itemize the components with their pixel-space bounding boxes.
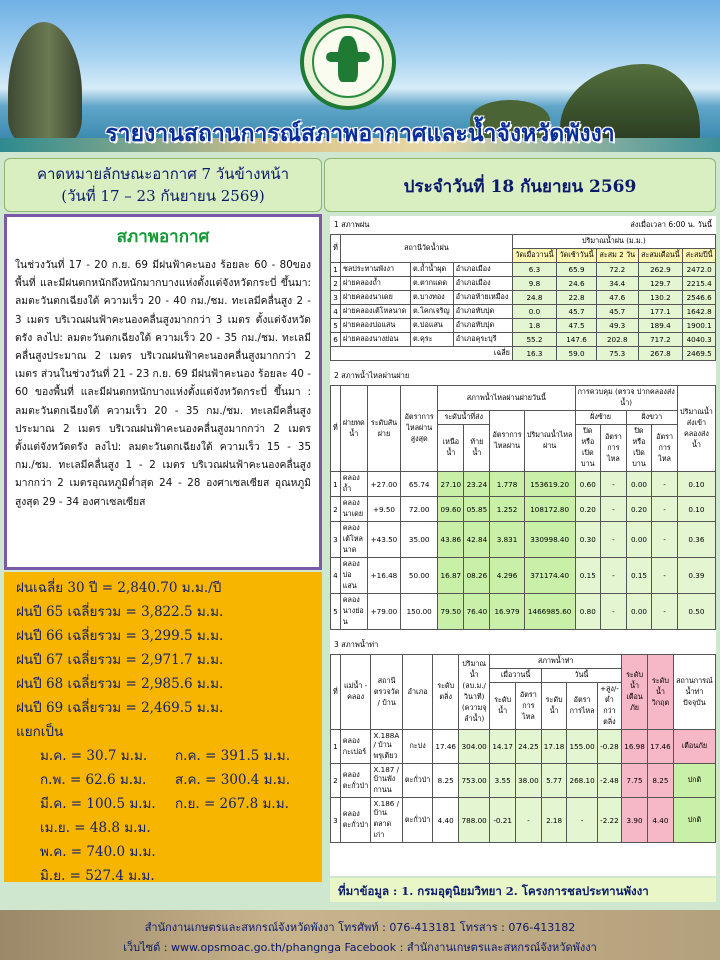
table-cell: 47.5 bbox=[557, 319, 597, 333]
month-value: พ.ค. = 740.0 ม.ม. bbox=[40, 844, 156, 860]
table-cell: 4 bbox=[331, 558, 341, 594]
weir-col-upstream: เหนือน้ำ bbox=[438, 425, 464, 472]
table-cell: 08.26 bbox=[464, 558, 490, 594]
rain-avg-30y: ฝนเฉลี่ย 30 ปี = 2,840.70 ม.ม./ปี bbox=[16, 580, 222, 596]
table-cell: - bbox=[567, 798, 597, 843]
table-cell: 4 bbox=[331, 305, 341, 319]
weir-col-rate-r: อัตราการไหล bbox=[652, 425, 678, 472]
month-value: มี.ค. = 100.5 ม.ม. bbox=[40, 796, 156, 812]
table-cell: 150.00 bbox=[401, 594, 438, 630]
st-col-today: วันนี้ bbox=[541, 669, 621, 683]
st-col-river: แม่น้ำ - คลอง bbox=[340, 655, 371, 730]
table-row bbox=[331, 291, 716, 305]
weather-title: สภาพอากาศ bbox=[116, 227, 210, 247]
table-cell: 304.00 bbox=[459, 730, 490, 764]
table-cell: +16.48 bbox=[367, 558, 400, 594]
table-cell: 268.10 bbox=[567, 764, 597, 798]
month-value: ก.ค. = 391.5 ม.ม. bbox=[175, 748, 291, 764]
table-cell: คลองเต้โหลนาด bbox=[340, 522, 367, 558]
table-cell: 4.40 bbox=[648, 798, 674, 843]
table-cell: 47.6 bbox=[597, 291, 639, 305]
table-cell: 0.30 bbox=[575, 522, 601, 558]
header-banner bbox=[0, 0, 720, 152]
table-cell: 0.00 bbox=[626, 472, 652, 497]
table-cell: 4.40 bbox=[433, 798, 459, 843]
table-cell: 43.86 bbox=[438, 522, 464, 558]
table-cell: 147.6 bbox=[557, 333, 597, 347]
table-cell: 267.8 bbox=[638, 347, 683, 361]
table-cell: 24.8 bbox=[512, 291, 556, 305]
table-cell: ต.ถ้ำน้ำผุด bbox=[411, 263, 454, 277]
table-cell: 1.252 bbox=[490, 497, 525, 522]
month-value bbox=[175, 816, 310, 840]
st-col-critical: ระดับน้ำวิกฤต bbox=[648, 655, 674, 730]
table-cell: 1642.8 bbox=[683, 305, 716, 319]
table-row bbox=[331, 730, 716, 764]
forecast-line2: (วันที่ 17 – 23 กันยายน 2569) bbox=[61, 187, 265, 205]
station-table-title: 3 สภาพน้ำท่า bbox=[334, 640, 379, 649]
rain-breakdown-label: แยกเป็น bbox=[16, 724, 64, 740]
col-year: สะสมปีนี้ bbox=[683, 249, 716, 263]
table-cell: 2472.0 bbox=[683, 263, 716, 277]
table-cell: - bbox=[601, 497, 627, 522]
month-row bbox=[40, 768, 310, 792]
table-cell: 45.7 bbox=[597, 305, 639, 319]
table-cell: 0.00 bbox=[626, 594, 652, 630]
table-cell: ปกติ bbox=[673, 764, 715, 798]
table-cell: ฝายคลองนาเดย bbox=[341, 291, 411, 305]
col-today: วัดเช้าวันนี้ bbox=[557, 249, 597, 263]
page-title: รายงานสถานการณ์สภาพอากาศและน้ำจังหวัดพังงา bbox=[105, 120, 615, 147]
weir-col-gate-r: ปิดหรือเปิดบาน bbox=[626, 425, 652, 472]
table-cell: 0.60 bbox=[575, 472, 601, 497]
table-row bbox=[331, 798, 716, 843]
table-cell: -0.28 bbox=[597, 730, 621, 764]
table-cell: 17.46 bbox=[433, 730, 459, 764]
table-cell: 0.0 bbox=[512, 305, 556, 319]
table-cell: 24.6 bbox=[557, 277, 597, 291]
table-cell: 16.98 bbox=[622, 730, 648, 764]
footer-contact: สำนักงานเกษตรและสหกรณ์จังหวัดพังงา โทรศัพท์ : 076-413181 โทรสาร : 076-413182 bbox=[144, 921, 576, 934]
month-row bbox=[40, 744, 310, 768]
table-row bbox=[331, 522, 716, 558]
forecast-heading bbox=[4, 158, 322, 212]
table-row bbox=[331, 305, 716, 319]
footer-website: เว็บไซต์ : www.opsmoac.go.th/phangnga Facebook : สำนักงานเกษตรและสหกรณ์จังหวัดพังงา bbox=[123, 941, 597, 954]
table-cell: 6 bbox=[331, 333, 341, 347]
table-cell: 35.00 bbox=[401, 522, 438, 558]
table-row bbox=[331, 558, 716, 594]
month-value bbox=[175, 840, 310, 864]
table-cell: 3.831 bbox=[490, 522, 525, 558]
table-cell: 16.979 bbox=[490, 594, 525, 630]
table-cell: 108172.80 bbox=[524, 497, 575, 522]
table-cell: 2546.6 bbox=[683, 291, 716, 305]
table-cell: +43.50 bbox=[367, 522, 400, 558]
table-cell: 0.36 bbox=[677, 522, 715, 558]
table-cell: - bbox=[601, 558, 627, 594]
weather-text: ในช่วงวันที่ 17 - 20 ก.ย. 69 มีฝนฟ้าคะนอง ร้อยละ 60 - 80ของพื้นที่ และมีฝนตกหนักถึงหนักมากบางแห่งตั้งแต่จังหวัดกระบี่ ขึ้นมา: ลมตะวันตกเฉียงใต้ ความเร็ว 20 - 40 กม./ชม. ทะเลมีคลื่นสูง 2 - 3 เมตร บริเวณฝนฟ้าคะนองคลื่นสูงมากกว่า 3 เมตร ตั้งแต่จังหวัดตรัง ลงไป: ลมตะวันตกเฉียงใต้ ความเร็ว 20 - 35 กม./ชม. ทะเลมีคลื่นสูงประมาณ 2 เมตร บริเวณฝนฟ้าคะนองคลื่นสูงมากกว่า 2 เมตร ส่วนในช่วงวันที่ 21 - 23 ก.ย. 69 มีฝนฟ้าคะนอง ร้อยละ 40 - 60 ของพื้นที่ และมีฝนตกหนักบางแห่งตั้งแต่จังหวัดกระบี่ ขึ้นมา : ลมตะวันตกเฉียงใต้ ความเร็ว 20 - 35 กม./ชม. ทะเลมีคลื่นสูงประมาณ 2 เมตร บริเวณฝนฟ้าคะนองคลื่นสูงมากกว่า 2 เมตร ตั้งแต่จังหวัดตรัง ลงไป: ลมตะวันตกเฉียงใต้ ความเร็ว 15 - 35 กม./ชม. ทะเลมีคลื่นสูง 1 - 2 เมตร บริเวณฝนฟ้าคะนองคลื่นสูงมากกว่า 2 เมตรอุณหภูมิต่ำสุด 24 - 28 องศาเซลเซียส อุณหภูมิสูงสุด 29 - 34 องศาเซลเซียส bbox=[15, 259, 311, 508]
rain-year-67: ฝนปี 67 เฉลี่ยรวม = 2,971.7 ม.ม. bbox=[16, 652, 224, 668]
weir-col-name: ฝายทดน้ำ bbox=[340, 386, 367, 472]
table-cell: 0.00 bbox=[626, 522, 652, 558]
weir-col-canal: ปริมาณน้ำส่งเข้าคลองส่งน้ำ bbox=[677, 386, 715, 472]
station-table bbox=[330, 654, 716, 843]
rain-year-69: ฝนปี 69 เฉลี่ยรวม = 2,469.5 ม.ม. bbox=[16, 700, 224, 716]
table-cell: ต.โคกเจริญ bbox=[411, 305, 454, 319]
table-cell: 9.8 bbox=[512, 277, 556, 291]
table-cell: 2 bbox=[331, 764, 341, 798]
weir-col-downstream: ท้ายน้ำ bbox=[464, 425, 490, 472]
water-data-panel bbox=[330, 216, 716, 876]
table-cell: 788.00 bbox=[459, 798, 490, 843]
table-cell: ต.บางทอง bbox=[411, 291, 454, 305]
weir-col-rate: อัตราการไหลผ่าน bbox=[490, 411, 525, 472]
month-value: ม.ค. = 30.7 ม.ม. bbox=[40, 748, 148, 764]
table-cell: - bbox=[652, 558, 678, 594]
table-cell: 3 bbox=[331, 522, 341, 558]
table-cell: - bbox=[652, 472, 678, 497]
table-cell: อำเภอทับปุด bbox=[453, 305, 512, 319]
table-cell: 0.50 bbox=[677, 594, 715, 630]
weir-col-no: ที่ bbox=[331, 386, 341, 472]
table-cell: 34.4 bbox=[597, 277, 639, 291]
table-cell: กะปง bbox=[402, 730, 433, 764]
table-cell: - bbox=[601, 522, 627, 558]
st-col-capacity: ปริมาณน้ำ (ลบ.ม./วินาที) (ความจุลำน้ำ) bbox=[459, 655, 490, 730]
table-cell: - bbox=[515, 798, 541, 843]
weir-col-right: ฝั่งขวา bbox=[626, 411, 677, 425]
table-cell: อำเภอทับปุด bbox=[453, 319, 512, 333]
table-cell: 38.00 bbox=[515, 764, 541, 798]
table-cell: 1.8 bbox=[512, 319, 556, 333]
table-cell: 1 bbox=[331, 730, 341, 764]
table-cell: 8.25 bbox=[648, 764, 674, 798]
table-cell: ตะกั่วป่า bbox=[402, 798, 433, 843]
st-col-status: สภาพน้ำท่า bbox=[490, 655, 622, 669]
table-cell: 2 bbox=[331, 277, 341, 291]
table-cell: อำเภอเมือง bbox=[453, 277, 512, 291]
weir-col-rate-l: อัตราการไหล bbox=[601, 425, 627, 472]
st-col-bank: ระดับตลิ่ง bbox=[433, 655, 459, 730]
table-cell: 14.17 bbox=[490, 730, 516, 764]
table-cell: ปกติ bbox=[673, 798, 715, 843]
st-col-no: ที่ bbox=[331, 655, 341, 730]
table-cell: - bbox=[601, 594, 627, 630]
table-cell: 6.3 bbox=[512, 263, 556, 277]
table-cell: - bbox=[652, 497, 678, 522]
weir-col-flow-today: สภาพน้ำไหลผ่านฝายวันนี้ bbox=[438, 386, 575, 411]
col-station: สถานีวัดน้ำฝน bbox=[341, 235, 513, 263]
table-cell: 0.10 bbox=[677, 472, 715, 497]
table-cell: 42.84 bbox=[464, 522, 490, 558]
month-value: ก.พ. = 62.6 ม.ม. bbox=[40, 772, 147, 788]
table-cell: 17.46 bbox=[648, 730, 674, 764]
table-row bbox=[331, 319, 716, 333]
table-cell: คลองตะกั่วป่า bbox=[340, 764, 371, 798]
table-cell: 0.15 bbox=[575, 558, 601, 594]
col-month: สะสมเดือนนี้ bbox=[638, 249, 683, 263]
table-cell: 23.24 bbox=[464, 472, 490, 497]
table-cell: 3.55 bbox=[490, 764, 516, 798]
table-cell: ต.ตากแดด bbox=[411, 277, 454, 291]
table-cell: -2.22 bbox=[597, 798, 621, 843]
table-cell: 2469.5 bbox=[683, 347, 716, 361]
monthly-rainfall bbox=[16, 744, 310, 888]
weir-col-level: ระดับน้ำที่ส่ง bbox=[438, 411, 490, 425]
table-cell: 717.2 bbox=[638, 333, 683, 347]
data-source: ที่มาข้อมูล : 1. กรมอุตุนิยมวิทยา 2. โครงการชลประทานพังงา bbox=[330, 878, 716, 902]
table-cell: 59.0 bbox=[557, 347, 597, 361]
month-row bbox=[40, 792, 310, 816]
table-cell: 72.2 bbox=[597, 263, 639, 277]
table-cell: 5.77 bbox=[541, 764, 567, 798]
table-cell: 2 bbox=[331, 497, 341, 522]
table-cell: 7.75 bbox=[622, 764, 648, 798]
table-cell: 3 bbox=[331, 798, 341, 843]
table-row-avg bbox=[331, 347, 716, 361]
month-value bbox=[175, 864, 310, 888]
month-row bbox=[40, 864, 310, 888]
table-cell: 0.20 bbox=[575, 497, 601, 522]
table-cell: X.188A / บ้านพรุเตียว bbox=[371, 730, 402, 764]
table-cell: 05.85 bbox=[464, 497, 490, 522]
table-cell: +27.00 bbox=[367, 472, 400, 497]
table-cell: 0.10 bbox=[677, 497, 715, 522]
table-cell: 8.25 bbox=[433, 764, 459, 798]
table-cell: 5 bbox=[331, 319, 341, 333]
table-row bbox=[331, 594, 716, 630]
st-col-district: อำเภอ bbox=[402, 655, 433, 730]
st-col-level-y: ระดับน้ำ bbox=[490, 683, 516, 730]
table-cell: ฝายคลองเต้โหลนาด bbox=[341, 305, 411, 319]
table-cell: อำเภอท้ายเหมือง bbox=[453, 291, 512, 305]
table-cell: 4040.3 bbox=[683, 333, 716, 347]
table-cell: 130.2 bbox=[638, 291, 683, 305]
table-cell: 1900.1 bbox=[683, 319, 716, 333]
table-cell: คลองถ้ำ bbox=[340, 472, 367, 497]
st-col-rate-t: อัตราการไหล bbox=[567, 683, 597, 730]
table-cell: -2.48 bbox=[597, 764, 621, 798]
col-2day: สะสม 2 วัน bbox=[597, 249, 639, 263]
table-cell: - bbox=[652, 522, 678, 558]
table-cell: 76.40 bbox=[464, 594, 490, 630]
table-cell: 0.39 bbox=[677, 558, 715, 594]
rain-table-title: 1 สภาพฝน bbox=[334, 220, 370, 229]
rain-year-65: ฝนปี 65 เฉลี่ยรวม = 3,822.5 ม.ม. bbox=[16, 604, 224, 620]
rain-table-time: ส่งเมื่อเวลา 6:00 น. วันนี้ bbox=[630, 220, 712, 229]
st-col-situation: สถานการณ์น้ำท่าปัจจุบัน bbox=[673, 655, 715, 730]
table-cell: - bbox=[601, 472, 627, 497]
col-yesterday: วัดเมื่อวานนี้ bbox=[512, 249, 556, 263]
col-no: ที่ bbox=[331, 235, 341, 263]
rain-table bbox=[330, 234, 716, 361]
table-cell: 0.20 bbox=[626, 497, 652, 522]
table-cell: 75.3 bbox=[597, 347, 639, 361]
table-cell: 189.4 bbox=[638, 319, 683, 333]
table-cell: อำเภอคุระบุรี bbox=[453, 333, 512, 347]
weir-col-left: ฝั่งซ้าย bbox=[575, 411, 626, 425]
st-col-yesterday: เมื่อวานนี้ bbox=[490, 669, 541, 683]
rain-year-66: ฝนปี 66 เฉลี่ยรวม = 3,299.5 ม.ม. bbox=[16, 628, 224, 644]
table-cell: 09.60 bbox=[438, 497, 464, 522]
table-cell: เตือนภัย bbox=[673, 730, 715, 764]
table-cell: 202.8 bbox=[597, 333, 639, 347]
table-row bbox=[331, 497, 716, 522]
month-row bbox=[40, 816, 310, 840]
table-row bbox=[331, 472, 716, 497]
table-cell: 1466985.60 bbox=[524, 594, 575, 630]
table-cell: ฝายคลองบ่อแสน bbox=[341, 319, 411, 333]
table-cell: 16.3 bbox=[512, 347, 556, 361]
table-cell: 17.18 bbox=[541, 730, 567, 764]
st-col-warn: ระดับน้ำเตือนภัย bbox=[622, 655, 648, 730]
weir-col-maxflow: อัตราการไหลผ่านสูงสุด bbox=[401, 386, 438, 472]
table-cell: 262.9 bbox=[638, 263, 683, 277]
table-cell: 155.00 bbox=[567, 730, 597, 764]
col-rain-amount: ปริมาณน้ำฝน (ม.ม.) bbox=[512, 235, 715, 249]
table-cell: คลองตะกั่วป่า bbox=[340, 798, 371, 843]
table-cell: 24.25 bbox=[515, 730, 541, 764]
weir-col-crest: ระดับสันฝาย bbox=[367, 386, 400, 472]
table-cell: -0.21 bbox=[490, 798, 516, 843]
month-value: เม.ย. = 48.8 ม.ม. bbox=[40, 820, 151, 836]
st-col-rate-y: อัตราการไหล bbox=[515, 683, 541, 730]
table-cell: 129.7 bbox=[638, 277, 683, 291]
table-cell: คลองบ่อแสน bbox=[340, 558, 367, 594]
table-cell: 5 bbox=[331, 594, 341, 630]
table-cell: 3 bbox=[331, 291, 341, 305]
footer bbox=[0, 910, 720, 960]
table-cell: 55.2 bbox=[512, 333, 556, 347]
table-cell: เฉลี่ย bbox=[331, 347, 513, 361]
month-row bbox=[40, 840, 310, 864]
table-cell: 371174.40 bbox=[524, 558, 575, 594]
rainfall-summary bbox=[4, 572, 322, 882]
weather-panel bbox=[4, 214, 322, 570]
month-value: มิ.ย. = 527.4 ม.ม. bbox=[40, 868, 155, 884]
table-cell: 177.1 bbox=[638, 305, 683, 319]
table-row bbox=[331, 764, 716, 798]
st-col-diff: +สูง/-ต่ำกว่าตลิ่ง bbox=[597, 683, 621, 730]
table-cell: คลองนาเดย bbox=[340, 497, 367, 522]
table-cell: 4.296 bbox=[490, 558, 525, 594]
forecast-line1: คาดหมายลักษณะอากาศ 7 วันข้างหน้า bbox=[36, 165, 290, 183]
table-cell: 0.80 bbox=[575, 594, 601, 630]
table-cell: 45.7 bbox=[557, 305, 597, 319]
table-cell: 49.3 bbox=[597, 319, 639, 333]
table-cell: 1.778 bbox=[490, 472, 525, 497]
table-cell: 1 bbox=[331, 263, 341, 277]
table-cell: +79.00 bbox=[367, 594, 400, 630]
weir-col-control: การควบคุม (ตรวจ ปากคลองส่งน้ำ) bbox=[575, 386, 677, 411]
table-cell: คลองนางย่อน bbox=[340, 594, 367, 630]
table-cell: - bbox=[652, 594, 678, 630]
table-cell: X.186 / บ้านตลาดเก่า bbox=[371, 798, 402, 843]
table-cell: 65.74 bbox=[401, 472, 438, 497]
table-cell: 1 bbox=[331, 472, 341, 497]
table-cell: 16.87 bbox=[438, 558, 464, 594]
table-row bbox=[331, 277, 716, 291]
table-cell: 153619.20 bbox=[524, 472, 575, 497]
table-cell: 65.9 bbox=[557, 263, 597, 277]
table-cell: 50.00 bbox=[401, 558, 438, 594]
table-cell: 79.50 bbox=[438, 594, 464, 630]
table-cell: 0.15 bbox=[626, 558, 652, 594]
weir-table bbox=[330, 385, 716, 630]
table-cell: 3.90 bbox=[622, 798, 648, 843]
table-cell: คลองกะเปอร์ bbox=[340, 730, 371, 764]
report-date: ประจำวันที่ 18 กันยายน 2569 bbox=[324, 158, 716, 212]
weir-col-gate-l: ปิดหรือเปิดบาน bbox=[575, 425, 601, 472]
table-cell: 330998.40 bbox=[524, 522, 575, 558]
table-cell: 2215.4 bbox=[683, 277, 716, 291]
table-cell: ตะกั่วป่า bbox=[402, 764, 433, 798]
rain-year-68: ฝนปี 68 เฉลี่ยรวม = 2,985.6 ม.ม. bbox=[16, 676, 224, 692]
month-value: ก.ย. = 267.8 ม.ม. bbox=[175, 796, 289, 812]
table-cell: 72.00 bbox=[401, 497, 438, 522]
table-cell: 2.18 bbox=[541, 798, 567, 843]
table-cell: ต.บ่อแสน bbox=[411, 319, 454, 333]
weir-table-title: 2 สภาพน้ำไหลผ่านฝาย bbox=[334, 371, 410, 380]
table-cell: ต.คุระ bbox=[411, 333, 454, 347]
weir-col-volume: ปริมาณน้ำไหลผ่าน bbox=[524, 411, 575, 472]
st-col-level-t: ระดับน้ำ bbox=[541, 683, 567, 730]
table-row bbox=[331, 333, 716, 347]
table-cell: อำเภอเมือง bbox=[453, 263, 512, 277]
table-cell: ฝายคลองถ้ำ bbox=[341, 277, 411, 291]
table-cell: +9.50 bbox=[367, 497, 400, 522]
table-cell: X.187 / บ้านพังกานน bbox=[371, 764, 402, 798]
table-cell: 27.10 bbox=[438, 472, 464, 497]
table-cell: 22.8 bbox=[557, 291, 597, 305]
table-row bbox=[331, 263, 716, 277]
st-col-station: สถานีตรวจวัด / บ้าน bbox=[371, 655, 402, 730]
ministry-logo-icon bbox=[300, 14, 396, 110]
table-cell: ฝายคลองนางย่อน bbox=[341, 333, 411, 347]
month-value: ส.ค. = 300.4 ม.ม. bbox=[175, 772, 291, 788]
table-cell: ชลประทานพังงา bbox=[341, 263, 411, 277]
table-cell: 753.00 bbox=[459, 764, 490, 798]
